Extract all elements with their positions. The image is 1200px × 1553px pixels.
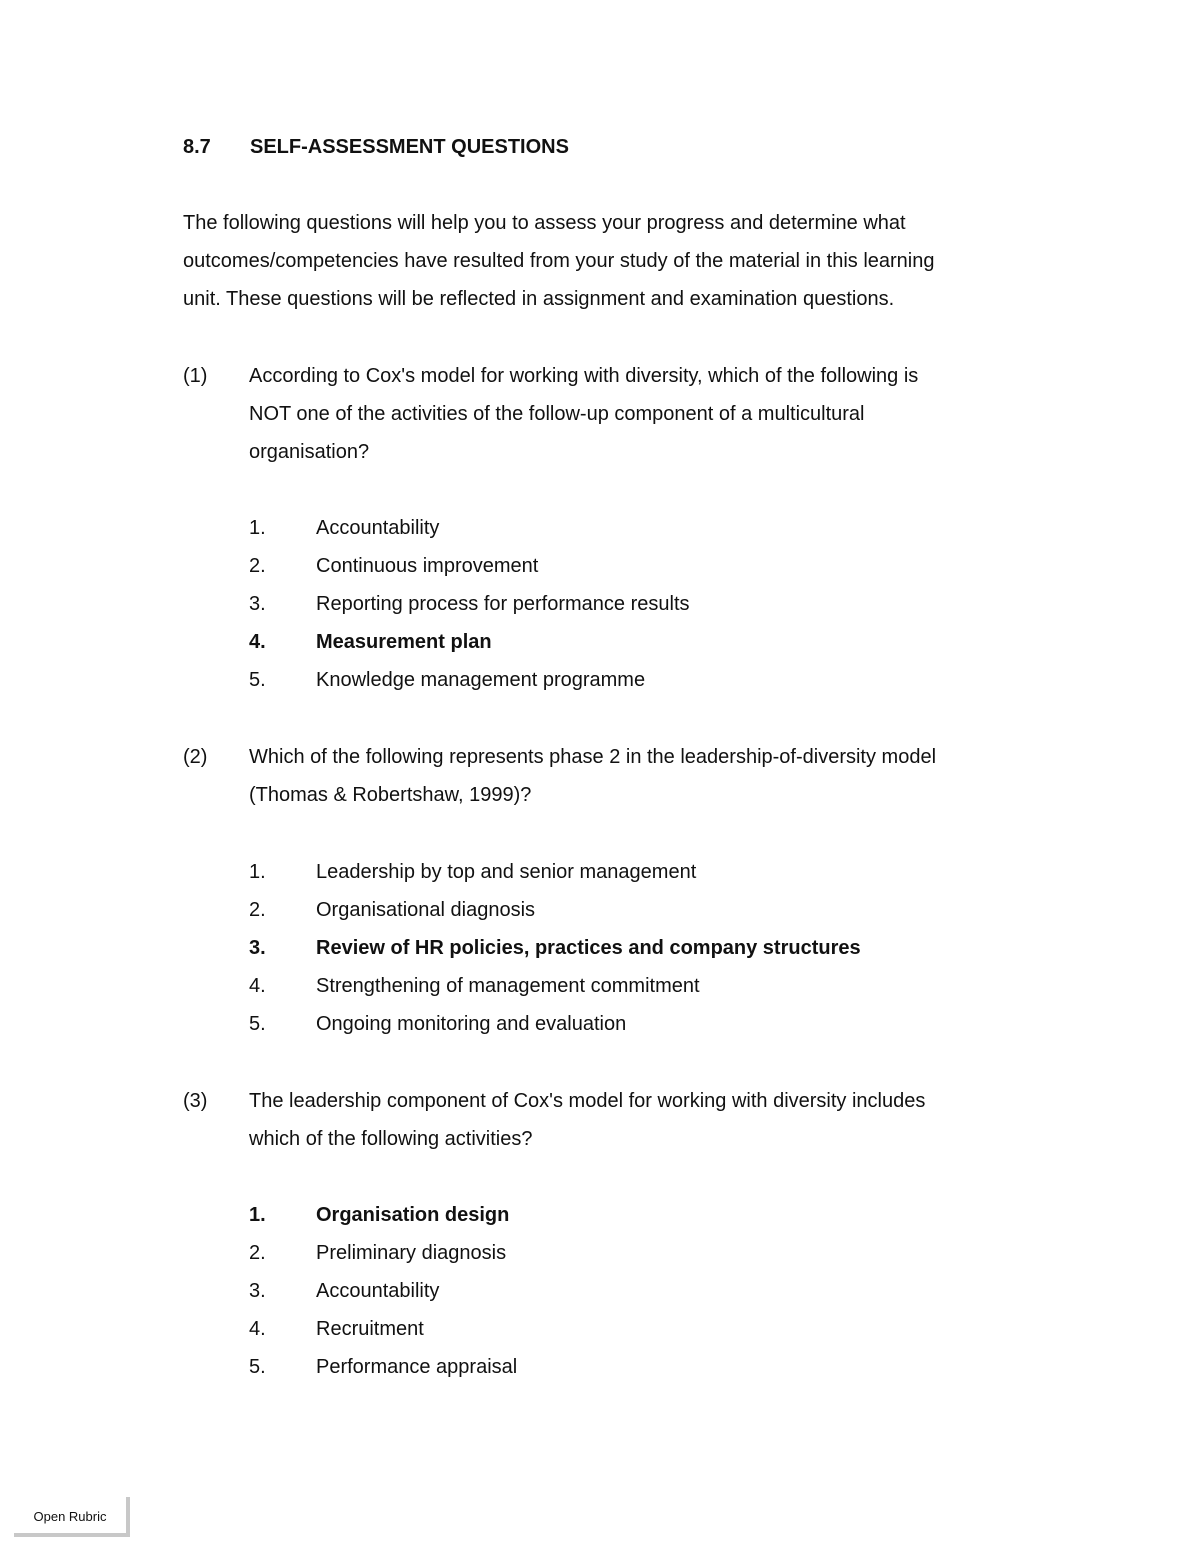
option-text: Strengthening of management commitment xyxy=(316,975,700,997)
question-1-options xyxy=(249,509,1049,699)
question-1 xyxy=(183,357,1043,471)
option-number: 4. xyxy=(249,631,266,653)
intro-line: outcomes/competencies have resulted from your study of the material in this learning xyxy=(183,250,935,272)
option-text: Continuous improvement xyxy=(316,555,539,577)
option-item xyxy=(249,1234,1049,1272)
option-text: Review of HR policies, practices and company structures xyxy=(316,937,861,959)
option-number: 1. xyxy=(249,517,266,539)
question-2 xyxy=(183,738,1043,814)
intro-paragraph xyxy=(183,204,1043,318)
option-text: Ongoing monitoring and evaluation xyxy=(316,1013,627,1035)
question-text xyxy=(249,738,1043,814)
option-number: 4. xyxy=(249,975,266,997)
option-number: 2. xyxy=(249,899,266,921)
question-line: (Thomas & Robertshaw, 1999)? xyxy=(249,784,532,806)
option-item xyxy=(249,509,1049,547)
option-text: Performance appraisal xyxy=(316,1356,518,1378)
intro-line: unit. These questions will be reflected in assignment and examination questions. xyxy=(183,288,895,310)
option-item xyxy=(249,585,1049,623)
question-text xyxy=(249,357,1043,471)
option-text: Accountability xyxy=(316,1280,440,1302)
option-number: 3. xyxy=(249,1280,266,1302)
option-item xyxy=(249,1310,1049,1348)
question-line: According to Cox's model for working with diversity, which of the following is xyxy=(249,365,919,387)
option-text: Knowledge management programme xyxy=(316,669,646,691)
option-text: Reporting process for performance results xyxy=(316,593,690,615)
option-item xyxy=(249,967,1049,1005)
option-item xyxy=(249,853,1049,891)
option-number: 2. xyxy=(249,555,266,577)
option-text: Preliminary diagnosis xyxy=(316,1242,507,1264)
option-number: 2. xyxy=(249,1242,266,1264)
question-line: The leadership component of Cox's model for working with diversity includes xyxy=(249,1090,926,1112)
question-number: (1) xyxy=(183,365,208,387)
option-number: 4. xyxy=(249,1318,266,1340)
intro-line: The following questions will help you to assess your progress and determine what xyxy=(183,212,906,234)
option-number: 3. xyxy=(249,937,266,959)
option-item xyxy=(249,891,1049,929)
option-number: 3. xyxy=(249,593,266,615)
question-line: organisation? xyxy=(249,441,370,463)
section-heading xyxy=(183,133,569,161)
question-number: (2) xyxy=(183,746,208,768)
option-text: Leadership by top and senior management xyxy=(316,861,697,883)
option-text: Measurement plan xyxy=(316,631,492,653)
option-item xyxy=(249,1005,1049,1043)
question-3-options xyxy=(249,1196,1049,1386)
option-item xyxy=(249,1272,1049,1310)
section-number: 8.7 xyxy=(183,136,211,158)
open-rubric-button[interactable]: Open Rubric xyxy=(14,1497,130,1537)
option-text: Recruitment xyxy=(316,1318,424,1340)
question-2-options xyxy=(249,853,1049,1043)
question-line: which of the following activities? xyxy=(249,1128,533,1150)
question-3 xyxy=(183,1082,1043,1158)
option-text: Organisational diagnosis xyxy=(316,899,536,921)
option-item xyxy=(249,623,1049,661)
option-item xyxy=(249,929,1049,967)
option-item xyxy=(249,661,1049,699)
option-number: 5. xyxy=(249,1013,266,1035)
option-text: Accountability xyxy=(316,517,440,539)
option-item xyxy=(249,547,1049,585)
option-number: 5. xyxy=(249,1356,266,1378)
section-title: SELF-ASSESSMENT QUESTIONS xyxy=(250,136,569,158)
option-number: 1. xyxy=(249,1204,266,1226)
option-number: 5. xyxy=(249,669,266,691)
option-number: 1. xyxy=(249,861,266,883)
option-item xyxy=(249,1196,1049,1234)
question-line: Which of the following represents phase 2 in the leadership-of-diversity model xyxy=(249,746,937,768)
option-text: Organisation design xyxy=(316,1204,510,1226)
question-number: (3) xyxy=(183,1090,208,1112)
question-text xyxy=(249,1082,1043,1158)
question-line: NOT one of the activities of the follow-up component of a multicultural xyxy=(249,403,865,425)
option-item xyxy=(249,1348,1049,1386)
